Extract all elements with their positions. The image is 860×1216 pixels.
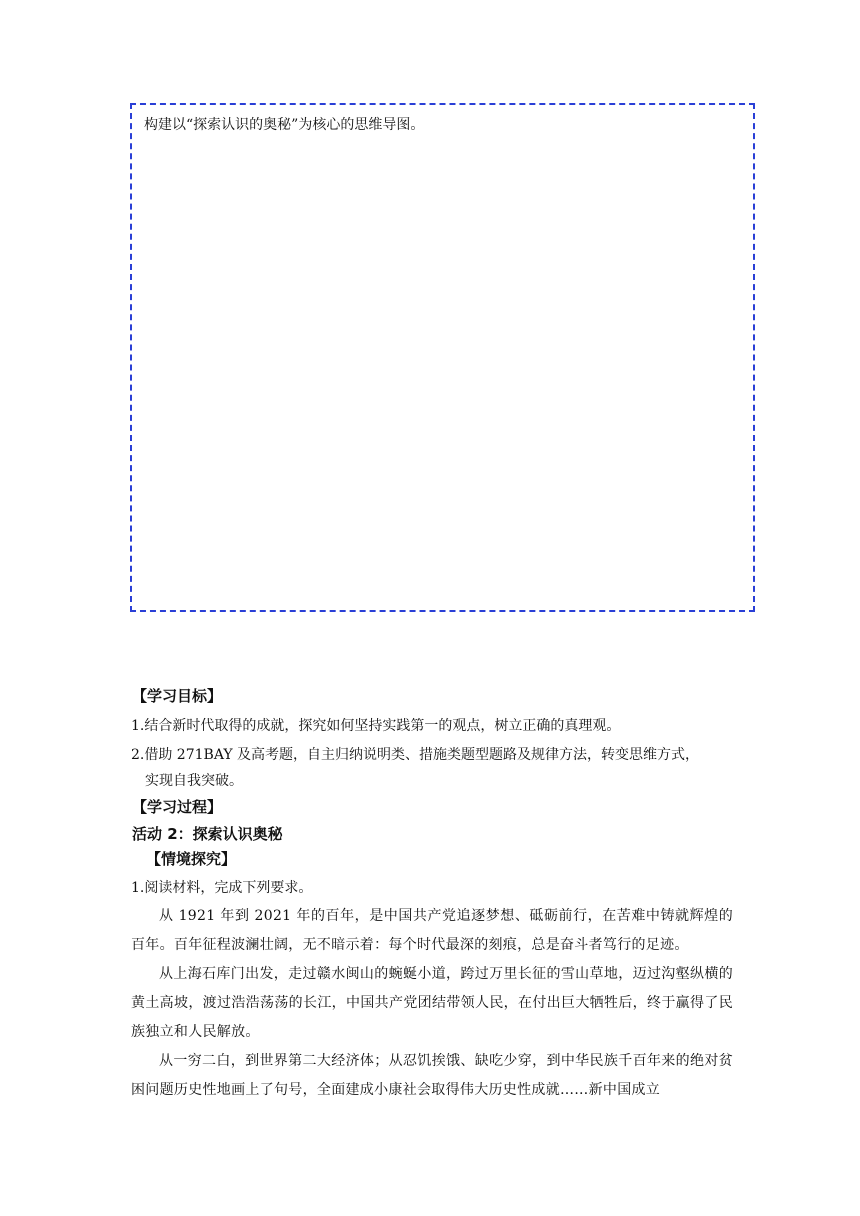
material-paragraph-3: 从一穷二白，到世界第二大经济体；从忍饥挨饿、缺吃少穿，到中华民族千百年来的绝对贫困问题历史性地画上了句号，全面建成小康社会取得伟大历史性成就……新中国成立 [131,1053,733,1098]
objectives-heading: 【学习目标】 [132,687,223,705]
material-paragraph-1: 从 1921 年到 2021 年的百年，是中国共产党追逐梦想、砥砺前行，在苦难中铸就辉煌的百年。百年征程波澜壮阔，无不暗示着：每个时代最深的刻痕，总是奋斗者笃行的足迹。 [131,908,733,953]
mindmap-answer-box[interactable] [130,103,755,612]
material-paragraph-2: 从上海石库门出发，走过赣水闽山的蜿蜒小道，跨过万里长征的雪山草地，迈过沟壑纵横的黄土高坡，渡过浩浩荡荡的长江，中国共产党团结带领人民，在付出巨大牺牲后，终于赢得了民族独立和人民解放。 [131,966,733,1040]
objective-item-1: 1.结合新时代取得的成就，探究如何坚持实践第一的观点，树立正确的真理观。 [131,718,621,734]
situation-heading: 【情境探究】 [146,850,237,868]
process-heading: 【学习过程】 [132,798,223,816]
activity-title: 活动 2：探索认识奥秘 [132,825,283,843]
task-instruction: 1.阅读材料，完成下列要求。 [131,880,313,896]
objective-item-2: 2.借助 271BAY 及高考题，自主归纳说明类、措施类题型题路及规律方法，转变思维方式， [131,747,700,763]
mindmap-prompt: 构建以“探索认识的奥秘”为核心的思维导图。 [144,117,425,133]
objective-item-2-continued: 实现自我突破。 [145,773,243,789]
